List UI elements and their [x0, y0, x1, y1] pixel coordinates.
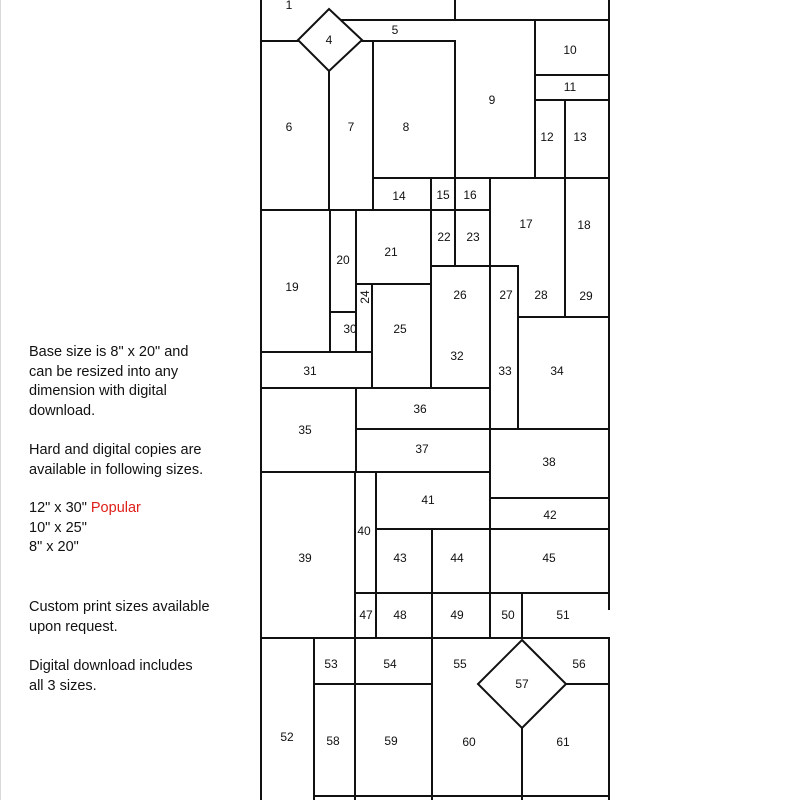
piece-label-14: 14	[392, 189, 406, 203]
piece-label-50: 50	[501, 608, 515, 622]
piece-label-27: 27	[499, 288, 513, 302]
availability-line: available in following sizes.	[29, 461, 204, 478]
base-size-line: download.	[29, 402, 96, 419]
piece-label-34: 34	[550, 364, 564, 378]
piece-label-1: 1	[285, 0, 293, 12]
piece-label-51: 51	[556, 608, 570, 622]
piece-label-48: 48	[393, 608, 407, 622]
piece-label-42: 42	[543, 508, 557, 522]
piece-label-29: 29	[579, 289, 593, 303]
piece-label-28: 28	[534, 288, 548, 302]
piece-label-36: 36	[413, 402, 427, 416]
piece-label-59: 59	[384, 734, 398, 748]
piece-label-41: 41	[421, 493, 435, 507]
piece-label-39: 39	[298, 551, 312, 565]
custom-size-line: Custom print sizes available	[29, 599, 210, 615]
piece-label-49: 49	[450, 608, 464, 622]
download-line: Digital download includes	[29, 658, 193, 674]
piece-label-22: 22	[437, 230, 451, 244]
piece-label-43: 43	[393, 551, 407, 565]
piece-label-38: 38	[542, 455, 556, 469]
piece-label-26: 26	[453, 288, 467, 302]
piece-label-44: 44	[450, 551, 464, 565]
piece-label-35: 35	[298, 423, 312, 437]
pattern-lines	[261, 0, 609, 800]
piece-numbers	[280, 0, 593, 749]
piece-label-19: 19	[285, 280, 299, 294]
piece-label-10: 10	[563, 43, 577, 57]
piece-label-56: 56	[572, 657, 586, 671]
piece-label-13: 13	[573, 130, 587, 144]
availability-line: Hard and digital copies are	[29, 442, 202, 458]
piece-label-47: 47	[359, 608, 373, 622]
piece-label-30: 30	[343, 322, 357, 336]
piece-label-37: 37	[415, 442, 429, 456]
piece-label-45: 45	[542, 551, 556, 565]
piece-label-58: 58	[326, 734, 340, 748]
piece-label-25: 25	[393, 322, 407, 336]
piece-label-5: 5	[391, 23, 399, 37]
piece-label-20: 20	[336, 253, 350, 267]
piece-label-17: 17	[519, 217, 533, 231]
piece-label-11: 11	[563, 80, 577, 94]
piece-label-23: 23	[466, 230, 480, 244]
size-option-small: 8" x 20"	[29, 539, 79, 555]
piece-label-24: 24	[358, 290, 372, 304]
piece-label-7: 7	[347, 120, 355, 134]
piece-label-33: 33	[498, 364, 512, 378]
piece-label-53: 53	[324, 657, 338, 671]
popular-badge: Popular	[90, 500, 141, 516]
piece-label-21: 21	[384, 245, 398, 259]
base-size-line: dimension with digital	[29, 383, 167, 399]
size-large-label: 12" x 30"	[29, 500, 87, 516]
piece-label-32: 32	[450, 349, 464, 363]
custom-size-line: upon request.	[29, 618, 118, 635]
piece-label-9: 9	[488, 93, 496, 107]
piece-label-18: 18	[577, 218, 591, 232]
piece-label-15: 15	[436, 188, 450, 202]
piece-label-54: 54	[383, 657, 397, 671]
base-size-line: can be resized into any	[29, 363, 179, 380]
piece-label-31: 31	[303, 364, 317, 378]
piece-label-16: 16	[463, 188, 477, 202]
piece-label-40: 40	[357, 524, 371, 538]
piece-label-6: 6	[285, 120, 293, 134]
piece-label-61: 61	[556, 735, 570, 749]
piece-label-60: 60	[462, 735, 476, 749]
piece-label-12: 12	[540, 130, 554, 144]
piece-label-55: 55	[453, 657, 467, 671]
piece-label-52: 52	[280, 730, 294, 744]
size-option-medium: 10" x 25"	[29, 519, 87, 536]
piece-label-57: 57	[515, 677, 529, 691]
piece-label-4: 4	[325, 33, 333, 47]
download-line: all 3 sizes.	[29, 677, 97, 694]
base-size-line: Base size is 8" x 20" and	[29, 344, 189, 360]
piece-label-8: 8	[402, 120, 410, 134]
